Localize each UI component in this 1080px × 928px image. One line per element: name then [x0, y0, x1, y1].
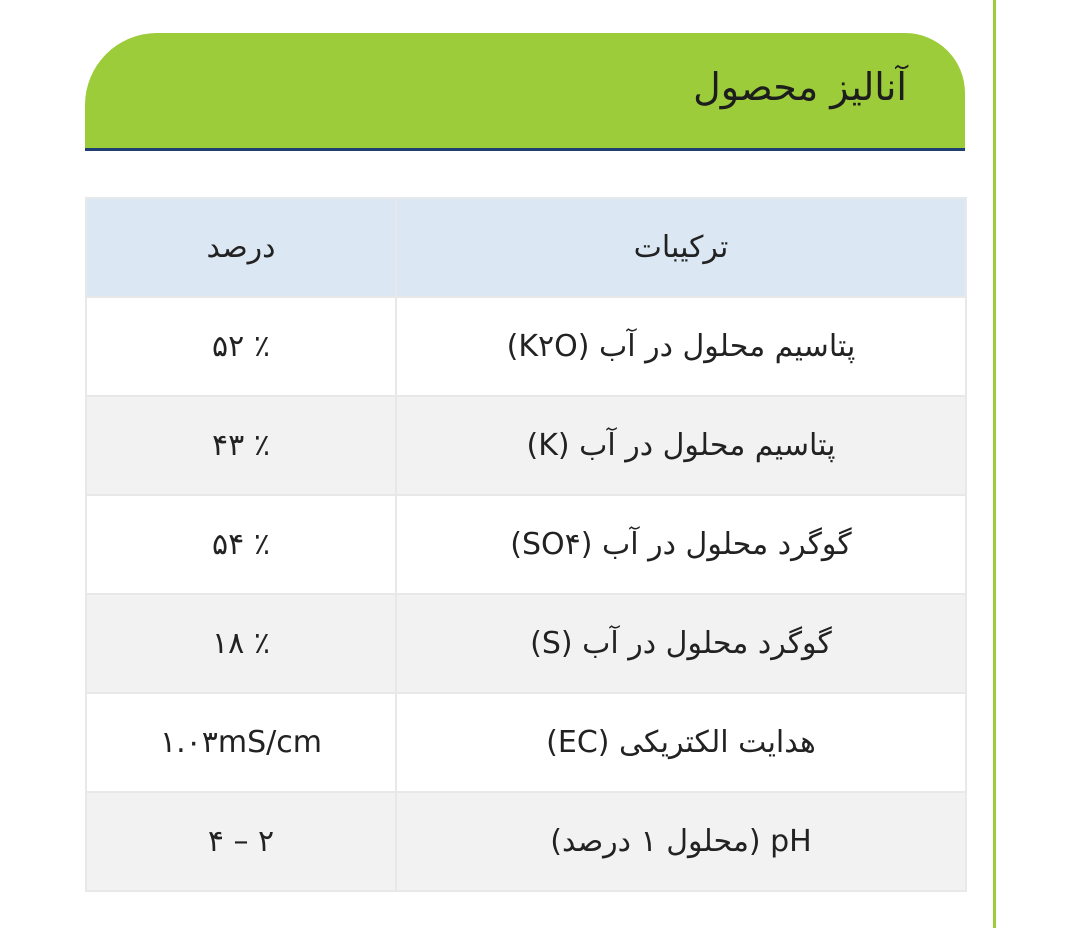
analysis-table: [85, 197, 967, 892]
analysis-table-container: [85, 197, 965, 892]
table-row: [86, 495, 966, 594]
table-row: [86, 396, 966, 495]
section-title: آنالیز محصول: [693, 65, 907, 109]
cell-composition: گوگرد محلول در آب (SO۴): [396, 495, 966, 594]
header-percent: درصد: [86, 198, 396, 297]
cell-percent: ٪ ۴۳: [86, 396, 396, 495]
cell-composition: گوگرد محلول در آب (S): [396, 594, 966, 693]
table-header-row: [86, 198, 966, 297]
cell-composition: پتاسیم محلول در آب (K): [396, 396, 966, 495]
table-row: [86, 297, 966, 396]
section-banner: [85, 33, 965, 151]
table-row: [86, 792, 966, 891]
cell-composition: هدایت الکتریکی (EC): [396, 693, 966, 792]
cell-percent: ٪ ۵۴: [86, 495, 396, 594]
right-edge-rule: [993, 0, 996, 928]
cell-composition: پتاسیم محلول در آب (K۲O): [396, 297, 966, 396]
cell-composition: pH (محلول ۱ درصد): [396, 792, 966, 891]
cell-percent: ٪ ۵۲: [86, 297, 396, 396]
cell-percent: ٪ ۱۸: [86, 594, 396, 693]
header-composition: ترکیبات: [396, 198, 966, 297]
cell-percent: ۱.۰۳mS/cm: [86, 693, 396, 792]
cell-percent: ۲ – ۴: [86, 792, 396, 891]
table-row: [86, 693, 966, 792]
table-row: [86, 594, 966, 693]
